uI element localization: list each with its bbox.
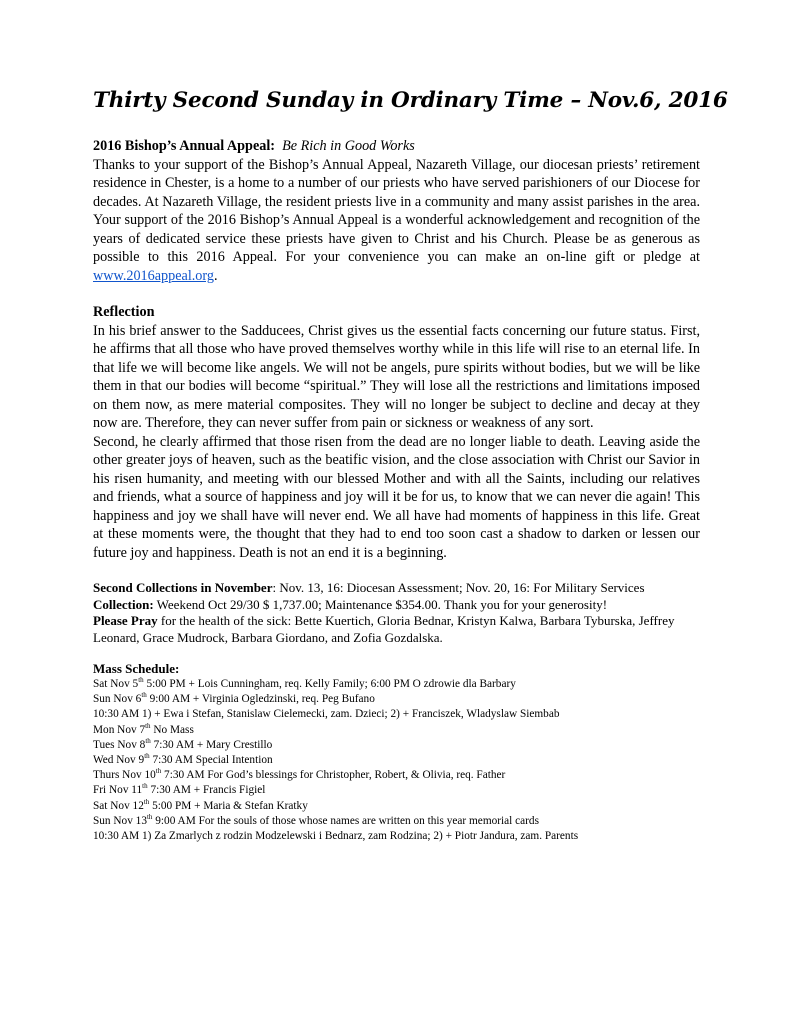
mass-line	[93, 738, 700, 753]
reflection-section	[93, 303, 700, 562]
mass-details: 7:30 AM + Francis Figiel	[147, 784, 266, 797]
mass-day: Wed Nov 9	[93, 754, 145, 767]
mass-line	[93, 753, 700, 768]
second-collections-notice	[93, 580, 700, 597]
mass-line	[93, 799, 700, 814]
mass-day: Mon Nov 7	[93, 723, 146, 736]
mass-details: 5:00 PM + Maria & Stefan Kratky	[149, 799, 308, 812]
reflection-paragraph-2: Second, he clearly affirmed that those risen from the dead are no longer liable to death. Leaving aside the other greater joys of heaven, such as the beatific vision, and the close association with Christ our Savior in his risen humanity, and meeting with our blessed Mother and with all the Saints, including our relatives and friends, what a source of happiness and joy will it be for us, to know that we can never die again! This happiness and joy we shall have will never end. We all have had moments of happiness in this life. Great at these moments were, the thought that they had to end too soon cast a shadow to darken or lessen our future joy and happiness. Death is not an end it is a beginning.	[93, 433, 700, 561]
mass-details: No Mass	[150, 723, 194, 736]
ordinal-suffix: th	[145, 721, 151, 730]
mass-day: Sun Nov 6	[93, 693, 142, 706]
ordinal-suffix: th	[155, 767, 162, 776]
mass-line	[93, 829, 700, 844]
prayer-text: for the health of the sick: Bette Kuertich, Gloria Bednar, Kristyn Kalwa, Barbara Tyburska, Jeffrey Leonard, Grace Mudrock, Barbara Giordano, and Zofia Gozdalska.	[93, 613, 675, 645]
mass-line	[93, 692, 700, 707]
ordinal-suffix: th	[144, 752, 150, 761]
appeal-body	[93, 156, 700, 286]
appeal-subheading: Be Rich in Good Works	[282, 138, 415, 154]
mass-details: 9:00 AM + Virginia Ogledzinski, req. Peg Bufano	[146, 693, 375, 706]
mass-details: 5:00 PM + Lois Cunningham, req. Kelly Family; 6:00 PM O zdrowie dla Barbary	[143, 678, 516, 690]
bulletin-page	[93, 88, 728, 844]
collection-notice	[93, 597, 700, 614]
mass-day: Sat Nov 12	[93, 799, 144, 812]
mass-details: 7:30 AM Special Intention	[149, 754, 273, 767]
collection-label: Collection:	[93, 596, 154, 612]
appeal-period: .	[213, 267, 218, 284]
mass-line	[93, 783, 700, 798]
mass-day: Sun Nov 13	[93, 814, 147, 827]
collection-text: Weekend Oct 29/30 $ 1,737.00; Maintenance $354.00. Thank you for your generosity!	[153, 596, 608, 612]
mass-day: Thurs Nov 10	[93, 769, 156, 782]
mass-details: 7:30 AM For God’s blessings for Christopher, Robert, & Olivia, req. Father	[161, 769, 506, 782]
mass-day: 10:30 AM 1) Za Zmarlych z rodzin Modzelewski i Bednarz, zam Rodzina; 2) + Piotr Jandura, zam. Parents	[93, 830, 579, 843]
mass-day: Sat Nov 5	[93, 678, 139, 690]
mass-line	[93, 768, 700, 783]
mass-schedule-section	[93, 661, 700, 844]
mass-day: 10:30 AM 1) + Ewa i Stefan, Stanislaw Cielemecki, zam. Dzieci; 2) + Franciszek, Wladyslaw Siembab	[93, 708, 560, 721]
reflection-paragraph-1: In his brief answer to the Sadducees, Christ gives us the essential facts concerning our future status. First, he affirms that all those who have proved themselves worthy while in this life will rise to an eternal life. In that life we will become like angels. We will not be angels, pure spirits without bodies, but we will be like them in that our bodies will become “spiritual.” They will lose all the restrictions and limitations imposed on them now, as mere material composites. They will no longer be subject to decline and decay at they now are. Therefore, they can never suffer from pain or sickness or weakness of any sort.	[93, 322, 700, 431]
appeal-text: Thanks to your support of the Bishop’s Annual Appeal, Nazareth Village, our diocesan priests’ retirement residence in Chester, is a home to a number of our priests who have served parishioners of our Diocese for decades. At Nazareth Village, the resident priests live in a community and many assist parishes in the area. Your support of the 2016 Bishop’s Annual Appeal is a wonderful acknowledgement and recognition of the years of dedicated service these priests have given to Christ and his Church. Please be as generous as possible to this 2016 Appeal. For your convenience you can make an on-line gift or pledge at	[93, 156, 700, 265]
reflection-heading: Reflection	[93, 304, 155, 320]
mass-line	[93, 814, 700, 829]
ordinal-suffix: th	[145, 737, 151, 746]
second-collections-text: : Nov. 13, 16: Diocesan Assessment; Nov. 20, 16: For Military Services	[272, 580, 645, 595]
ordinal-suffix: th	[146, 813, 153, 822]
appeal-section	[93, 137, 700, 285]
ordinal-suffix: th	[141, 691, 147, 700]
mass-schedule-list	[93, 677, 700, 844]
mass-line	[93, 707, 700, 722]
second-collections-label: Second Collections in November	[93, 580, 273, 595]
mass-line	[93, 723, 700, 738]
ordinal-suffix: th	[143, 797, 150, 806]
prayer-notice	[93, 613, 700, 646]
mass-day: Fri Nov 11	[93, 784, 143, 797]
notices-section	[93, 580, 700, 646]
mass-details: 9:00 AM For the souls of those whose names are written on this year memorial cards	[152, 814, 539, 827]
mass-schedule-heading: Mass Schedule:	[93, 661, 180, 676]
prayer-label: Please Pray	[93, 613, 158, 628]
ordinal-suffix: th	[142, 782, 148, 791]
page-title: Thirty Second Sunday in Ordinary Time – Nov.6, 2016	[93, 88, 728, 113]
mass-details: 7:30 AM + Mary Crestillo	[150, 738, 273, 751]
mass-line	[93, 677, 700, 692]
ordinal-suffix: th	[138, 676, 144, 685]
appeal-heading: 2016 Bishop’s Annual Appeal:	[93, 138, 276, 154]
mass-day: Tues Nov 8	[93, 738, 146, 751]
appeal-link[interactable]: www.2016appeal.org	[93, 267, 214, 284]
